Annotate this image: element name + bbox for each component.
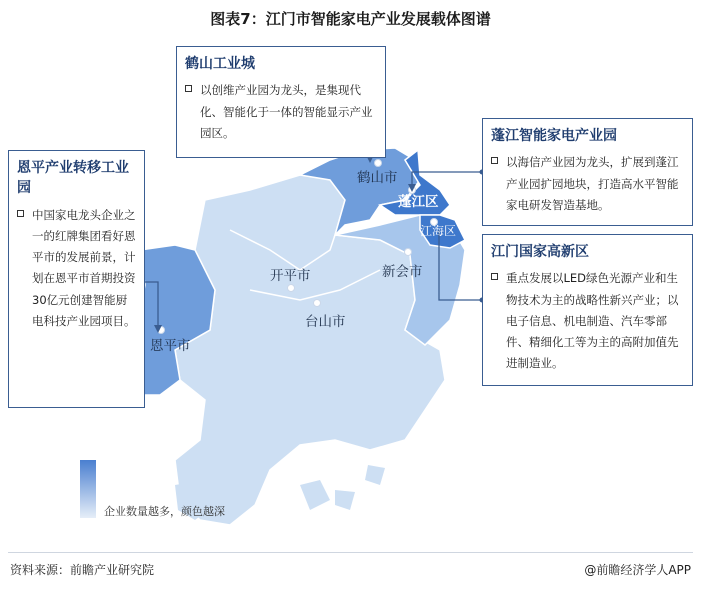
brand-text: @前瞻经济学人APP	[584, 563, 691, 577]
city-label-enping: 恩平市	[150, 338, 191, 354]
bullet-icon	[17, 210, 24, 217]
legend-gradient-bar	[80, 460, 96, 518]
callout-heading: 蓬江智能家电产业园	[491, 128, 617, 144]
callout-body	[185, 80, 377, 144]
city-label-jianghai: 江海区	[420, 224, 457, 238]
source-text: 资料来源：前瞻产业研究院	[10, 563, 155, 577]
callout-body	[491, 152, 684, 216]
bullet-icon	[185, 85, 192, 92]
island	[300, 480, 330, 510]
city-label-xinhui: 新会市	[382, 264, 423, 280]
city-dot	[405, 249, 412, 256]
callout-text: 以创维产业园为龙头，是集现代化、智能化于一体的智能显示产业园区。	[200, 83, 373, 140]
callout-text: 重点发展以LED绿色光源产业和生物技术为主的战略性新兴产业；以电子信息、机电制造、汽车零部件、精细化工等为主的高附加值先进制造业。	[506, 271, 679, 371]
bullet-icon	[491, 157, 498, 164]
city-label-heshan: 鹤山市	[357, 170, 398, 186]
legend-text: 企业数量越多，颜色越深	[104, 505, 225, 518]
callout-heading: 江门国家高新区	[491, 244, 589, 260]
callout-pengjiang	[482, 118, 693, 226]
footer-divider	[8, 552, 693, 553]
chart-title: 图表7：江门市智能家电产业发展载体图谱	[210, 10, 491, 28]
bullet-icon	[491, 273, 498, 280]
callout-body	[491, 268, 684, 374]
island	[365, 465, 385, 485]
city-label-kaiping: 开平市	[270, 268, 311, 284]
callout-body	[17, 205, 136, 333]
callout-text: 中国家电龙头企业之一的红牌集团看好恩平市的发展前景，计划在恩平市首期投资30亿元创建智能厨电科技产业园项目。	[32, 207, 136, 328]
city-dot	[314, 300, 321, 307]
callout-gaoxin	[482, 234, 693, 386]
city-dot	[288, 285, 295, 292]
city-label-taishan: 台山市	[305, 314, 346, 330]
callout-text: 以海信产业园为龙头，扩展到蓬江产业园扩园地块，打造高水平智能家电研发智造基地。	[506, 155, 679, 212]
callout-heshan	[176, 46, 386, 158]
callout-enping	[8, 150, 145, 408]
callout-heading: 鹤山工业城	[185, 56, 255, 72]
city-label-pengjiang: 蓬江区	[398, 194, 439, 210]
island	[335, 490, 355, 510]
callout-heading: 恩平产业转移工业园	[17, 160, 129, 197]
